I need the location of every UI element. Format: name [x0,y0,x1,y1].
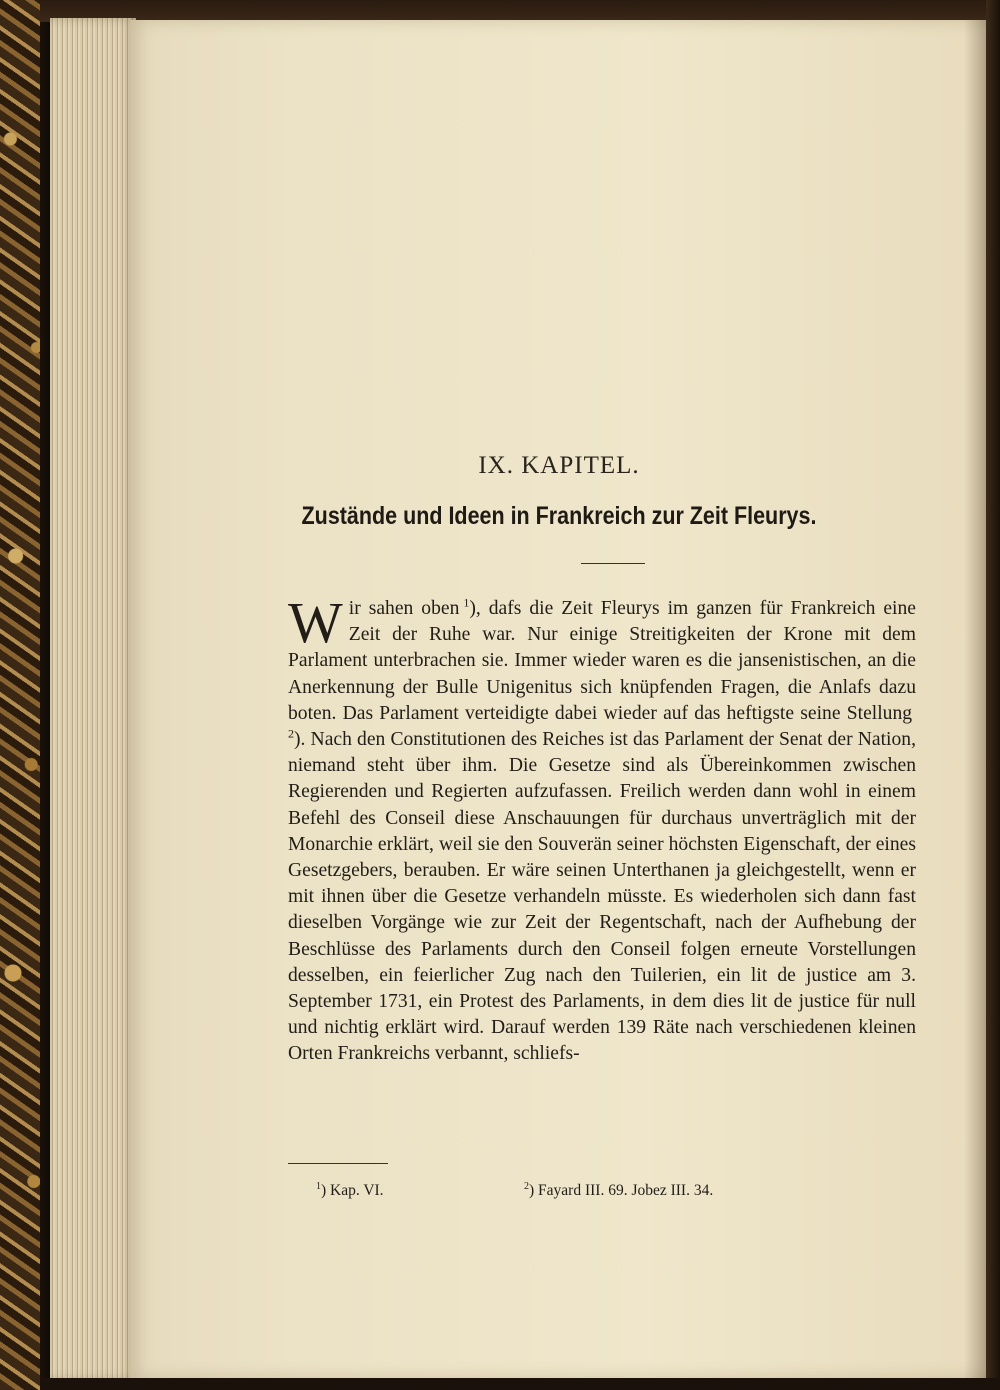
footnote-rule [288,1163,388,1164]
page-gutter-shadow [964,20,988,1378]
drop-cap: W [288,590,343,655]
footnote-marker: 1 [316,1181,321,1192]
footnote-1 [316,1181,384,1200]
body-text [288,590,916,1068]
footnote-text: ) Fayard III. 69. Jobez III. 34. [529,1182,714,1200]
body-segment-2: ), dafs die Zeit Fleurys im ganzen für Frankreich eine Zeit der Ruhe war. Nur einige Streitigkeiten der Krone mit dem Parlament unterbrachen sie. Immer wieder waren es die jansenistischen, an die Anerkennung der Bulle Unigenitus sich knüpfenden Fragen, die Anlafs dazu boten. Das Parlament verteidigte dabei wieder auf das heftigste seine Stellung [288,598,916,724]
right-page-edge [986,0,1000,1390]
body-segment-1: ir sahen oben [348,598,460,619]
footnote-2 [524,1181,713,1200]
page-block-edge [50,18,136,1380]
chapter-number: IX. KAPITEL. [478,452,640,479]
cover-top-edge [40,0,1000,22]
chapter-title: Zustände und Ideen in Frankreich zur Zeit Fleurys. [301,502,817,530]
body-segment-3: ). Nach den Constitutionen des Reiches ist das Parlament der Senat der Nation, niemand steht über ihm. Die Gesetze sind als Übereinkommen zwischen Regierenden und Regierten aufzufassen. Freilich werden dann wohl in einem Befehl des Conseil diese Anschauungen für durchaus unverträglich mit der Monarchie erklärt, weil sie den Souverän seiner höchsten Eigenschaft, der eines Gesetzgebers, berauben. Er wäre seinen Unterthanen ja gleichgestellt, wenn er mit ihnen über die Gesetze verhandeln müsste. Es wiederholen sich dann fast dieselben Vorgänge wie zur Zeit der Regentschaft, nach der Aufhebung der Beschlüsse des Parlaments durch den Conseil folgen erneute Vorstellungen desselben, ein feierlicher Zug nach den Tuilerien, ein lit de justice am 3. September 1731, ein Protest des Parlaments, in dem dies lit de justice für null und nichtig erklärt wird. Darauf werden 139 Räte nach verschiedenen kleinen Orten Frankreichs verbannt, schliefs- [288,729,916,1065]
title-divider-rule [581,563,645,564]
footnote-ref-2: 2 [288,726,294,741]
footnote-text: ) Kap. VI. [321,1182,384,1200]
footnote-ref-1: 1 [463,595,470,610]
bottom-cover-edge [40,1378,1000,1390]
footnote-marker: 2 [524,1181,529,1192]
